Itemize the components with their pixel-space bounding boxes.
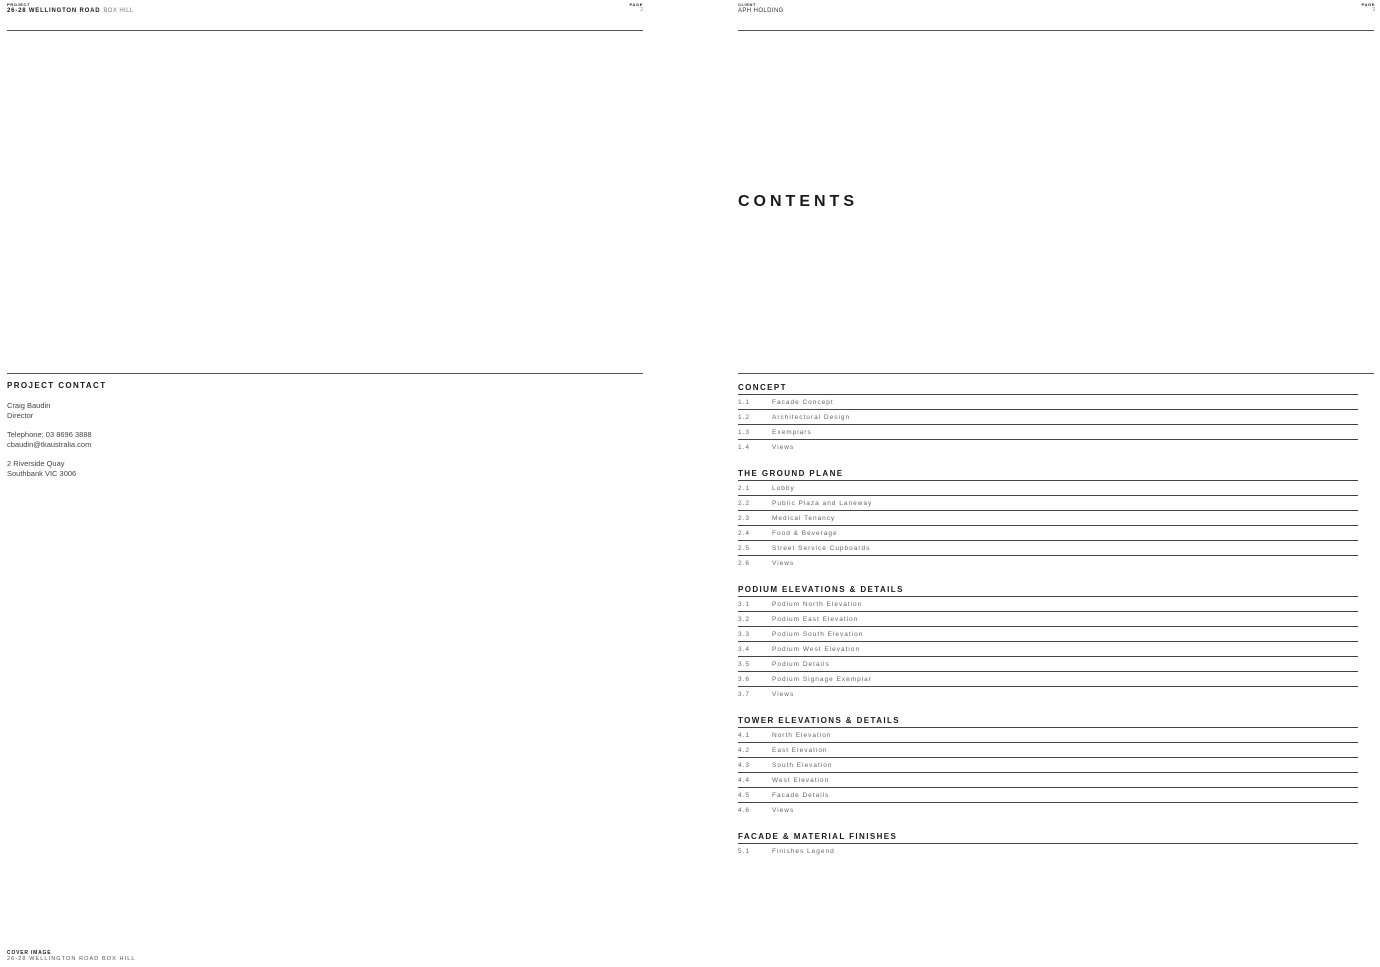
contact-email[interactable]: cbaudin@tkaustralia.com	[7, 439, 92, 449]
toc-entry[interactable]	[738, 728, 1358, 743]
contact-name: Craig Baudin	[7, 401, 51, 410]
toc-entry[interactable]	[738, 657, 1358, 672]
toc-entry-label: Public Plaza and Laneway	[772, 500, 873, 507]
toc-section-heading: FACADE & MATERIAL FINISHES	[738, 829, 1358, 844]
toc-entry-number: 3.1	[738, 601, 751, 608]
toc-entry[interactable]	[738, 743, 1358, 758]
toc-entry-number: 1.3	[738, 429, 751, 436]
toc-entry-number: 4.1	[738, 732, 751, 739]
toc-entry[interactable]	[738, 425, 1358, 440]
toc-section-heading: TOWER ELEVATIONS & DETAILS	[738, 713, 1358, 728]
toc-entry-number: 1.4	[738, 444, 751, 451]
left-header-rule	[7, 30, 643, 31]
toc-entry-number: 2.6	[738, 560, 751, 567]
toc-entry[interactable]	[738, 556, 1358, 570]
toc-entry-number: 3.2	[738, 616, 751, 623]
toc-entry-label: East Elevation	[772, 747, 828, 754]
toc-entry-label: Podium Details	[772, 661, 830, 668]
toc-entry-number: 1.1	[738, 399, 751, 406]
toc-entry[interactable]	[738, 612, 1358, 627]
contact-address-line1: 2 Riverside Quay	[7, 459, 65, 468]
toc-entry-number: 3.3	[738, 631, 751, 638]
toc-entry-number: 3.7	[738, 691, 751, 698]
toc-entry-number: 2.2	[738, 500, 751, 507]
toc-entry-label: West Elevation	[772, 777, 830, 784]
toc-entry-number: 2.4	[738, 530, 751, 537]
toc-entry[interactable]	[738, 511, 1358, 526]
left-contact-rule	[7, 373, 643, 374]
project-subtitle: BOX HILL	[103, 8, 134, 14]
contents-title: CONTENTS	[738, 193, 858, 210]
project-title-line	[7, 7, 134, 15]
toc-entry[interactable]	[738, 803, 1358, 817]
toc-entry[interactable]	[738, 526, 1358, 541]
toc-entry[interactable]	[738, 395, 1358, 410]
toc-entry-number: 3.4	[738, 646, 751, 653]
client-label: CLIENT	[738, 2, 757, 7]
toc-section-heading: CONCEPT	[738, 380, 1358, 395]
toc-section	[738, 380, 1358, 454]
right-page-number: 3	[1372, 7, 1375, 13]
toc-entry-label: Views	[772, 807, 795, 814]
right-page-header	[738, 2, 784, 15]
toc-entry-number: 4.6	[738, 807, 751, 814]
toc-entry[interactable]	[738, 672, 1358, 687]
left-page-label: PAGE	[629, 2, 643, 7]
toc-entry-number: 2.1	[738, 485, 751, 492]
toc-entry-label: Facade Concept	[772, 399, 834, 406]
toc-entry-label: North Elevation	[772, 732, 832, 739]
toc-section	[738, 466, 1358, 570]
toc-section	[738, 713, 1358, 817]
toc-entry[interactable]	[738, 410, 1358, 425]
left-page-number-block	[610, 2, 643, 13]
toc-entry[interactable]	[738, 627, 1358, 642]
contact-telephone: Telephone: 03 8696 3888	[7, 430, 92, 439]
toc-entry-label: Medical Tenancy	[772, 515, 836, 522]
toc-entry-number: 4.4	[738, 777, 751, 784]
toc-section-heading: THE GROUND PLANE	[738, 466, 1358, 481]
toc-entry[interactable]	[738, 642, 1358, 657]
toc-entry-label: Podium East Elevation	[772, 616, 859, 623]
contact-role: Director	[7, 410, 34, 420]
toc-entry-label: Finishes Legend	[772, 848, 835, 855]
toc-entry-number: 3.6	[738, 676, 751, 683]
toc-entry-number: 3.5	[738, 661, 751, 668]
right-header-rule	[738, 30, 1374, 31]
client-name: APH HOLDING	[738, 8, 784, 14]
toc-entry-label: Street Service Cupboards	[772, 545, 871, 552]
project-contact-heading: PROJECT CONTACT	[7, 381, 107, 390]
toc-entry[interactable]	[738, 773, 1358, 788]
left-page-number: 2	[640, 7, 643, 13]
toc-entry-label: Podium North Elevation	[772, 601, 863, 608]
right-contents-rule	[738, 373, 1374, 374]
toc-entry-label: Podium West Elevation	[772, 646, 861, 653]
right-page-label: PAGE	[1361, 2, 1375, 7]
toc-entry-label: Views	[772, 691, 795, 698]
toc-entry-number: 5.1	[738, 848, 751, 855]
toc-entry-number: 4.2	[738, 747, 751, 754]
toc-section-heading: PODIUM ELEVATIONS & DETAILS	[738, 582, 1358, 597]
toc-section	[738, 582, 1358, 701]
table-of-contents	[738, 380, 1358, 870]
contact-address-line2: Southbank VIC 3006	[7, 468, 77, 478]
toc-entry[interactable]	[738, 844, 1358, 858]
toc-entry[interactable]	[738, 788, 1358, 803]
toc-entry[interactable]	[738, 440, 1358, 454]
toc-entry[interactable]	[738, 481, 1358, 496]
toc-entry-label: Exemplars	[772, 429, 812, 436]
toc-entry-label: Food & Beverage	[772, 530, 838, 537]
toc-entry[interactable]	[738, 541, 1358, 556]
toc-entry-label: Podium South Elevation	[772, 631, 864, 638]
toc-entry-label: Podium Signage Exemplar	[772, 676, 872, 683]
toc-entry[interactable]	[738, 687, 1358, 701]
toc-entry-number: 4.5	[738, 792, 751, 799]
toc-entry-label: Architectural Design	[772, 414, 851, 421]
toc-entry-label: Facade Details	[772, 792, 830, 799]
contact-block	[7, 401, 92, 478]
toc-entry-number: 2.5	[738, 545, 751, 552]
toc-entry-number: 4.3	[738, 762, 751, 769]
project-label: PROJECT	[7, 2, 31, 7]
toc-entry-number: 1.2	[738, 414, 751, 421]
cover-image-value: 26-28 WELLINGTON ROAD BOX HILL	[7, 956, 136, 962]
toc-entry-label: Lobby	[772, 485, 795, 492]
toc-entry-label: South Elevation	[772, 762, 833, 769]
toc-section	[738, 829, 1358, 858]
cover-image-label: COVER IMAGE	[7, 950, 52, 956]
toc-entry[interactable]	[738, 758, 1358, 773]
left-page-footer	[7, 950, 136, 962]
toc-entry-label: Views	[772, 444, 795, 451]
toc-entry[interactable]	[738, 597, 1358, 612]
toc-entry-label: Views	[772, 560, 795, 567]
right-page-number-block	[1342, 2, 1375, 13]
toc-entry[interactable]	[738, 496, 1358, 511]
toc-entry-number: 2.3	[738, 515, 751, 522]
left-page-header	[7, 2, 134, 15]
project-title: 26-28 WELLINGTON ROAD	[7, 8, 101, 14]
